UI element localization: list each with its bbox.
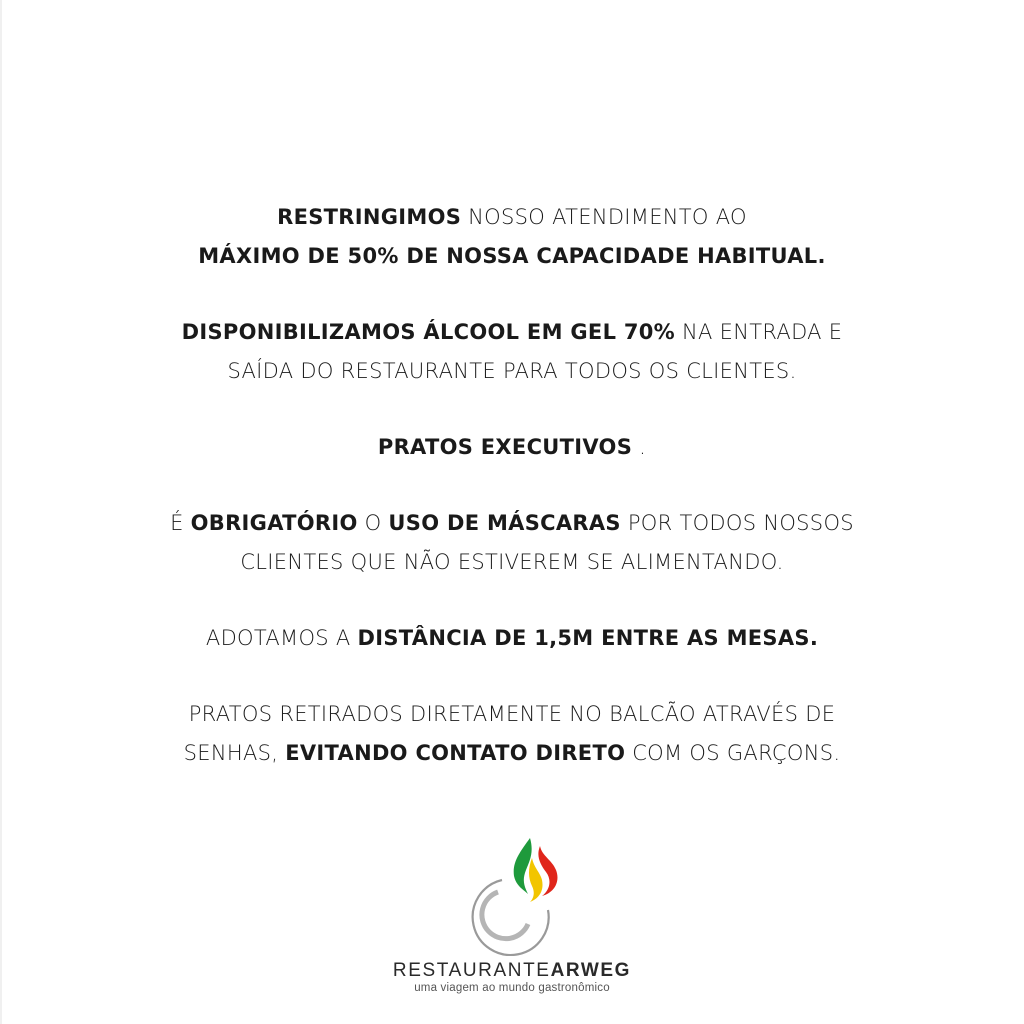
notice-line <box>0 313 1024 352</box>
restaurant-logo <box>0 836 1024 994</box>
brand-tagline: uma viagem ao mundo gastronômico <box>414 982 610 994</box>
flame-plate-logo-icon <box>462 836 562 956</box>
notice-text: NOSSO ATENDIMENTO AO <box>461 205 747 229</box>
safety-notice <box>0 198 1024 773</box>
notice-text: SAÍDA DO RESTAURANTE PARA TODOS OS CLIENTES. <box>227 359 797 383</box>
notice-text: ADOTAMOS A <box>205 626 358 650</box>
notice-text: COM OS GARÇONS. <box>625 741 841 765</box>
notice-emphasis: DISTÂNCIA DE 1,5M ENTRE AS MESAS. <box>357 626 819 650</box>
notice-text: PRATOS RETIRADOS DIRETAMENTE NO BALCÃO ATRAVÉS DE <box>188 702 836 726</box>
notice-emphasis: DISPONIBILIZAMOS ÁLCOOL EM GEL 70% <box>181 320 676 344</box>
notice-line <box>0 619 1024 658</box>
notice-emphasis: USO DE MÁSCARAS <box>388 511 621 535</box>
notice-line <box>0 695 1024 734</box>
notice-emphasis: OBRIGATÓRIO <box>190 511 358 535</box>
notice-text: NA ENTRADA E <box>675 320 843 344</box>
notice-emphasis: RESTRINGIMOS <box>277 205 462 229</box>
green-flame <box>514 838 532 894</box>
plate-inner-ring <box>482 892 528 939</box>
notice-text: SENHAS, <box>183 741 286 765</box>
notice-line <box>0 504 1024 543</box>
notice-text: POR TODOS NOSSOS <box>620 511 854 535</box>
brand-name <box>0 960 1024 982</box>
notice-text: . <box>632 435 647 459</box>
notice-emphasis: EVITANDO CONTATO DIRETO <box>285 741 626 765</box>
notice-line <box>0 428 1024 467</box>
yellow-flame <box>529 858 543 902</box>
notice-line <box>0 198 1024 237</box>
notice-text: CLIENTES QUE NÃO ESTIVEREM SE ALIMENTANDO. <box>240 550 784 574</box>
notice-line <box>0 543 1024 582</box>
notice-emphasis: MÁXIMO DE 50% DE NOSSA CAPACIDADE HABITUAL. <box>198 244 826 268</box>
notice-text: É <box>170 511 191 535</box>
notice-line <box>0 734 1024 773</box>
notice-emphasis: PRATOS EXECUTIVOS <box>377 435 633 459</box>
notice-line <box>0 352 1024 391</box>
notice-line <box>0 237 1024 276</box>
brand-name-light: RESTAURANTE <box>392 960 551 981</box>
notice-text: O <box>357 511 389 535</box>
brand-name-bold: ARWEG <box>550 960 632 981</box>
